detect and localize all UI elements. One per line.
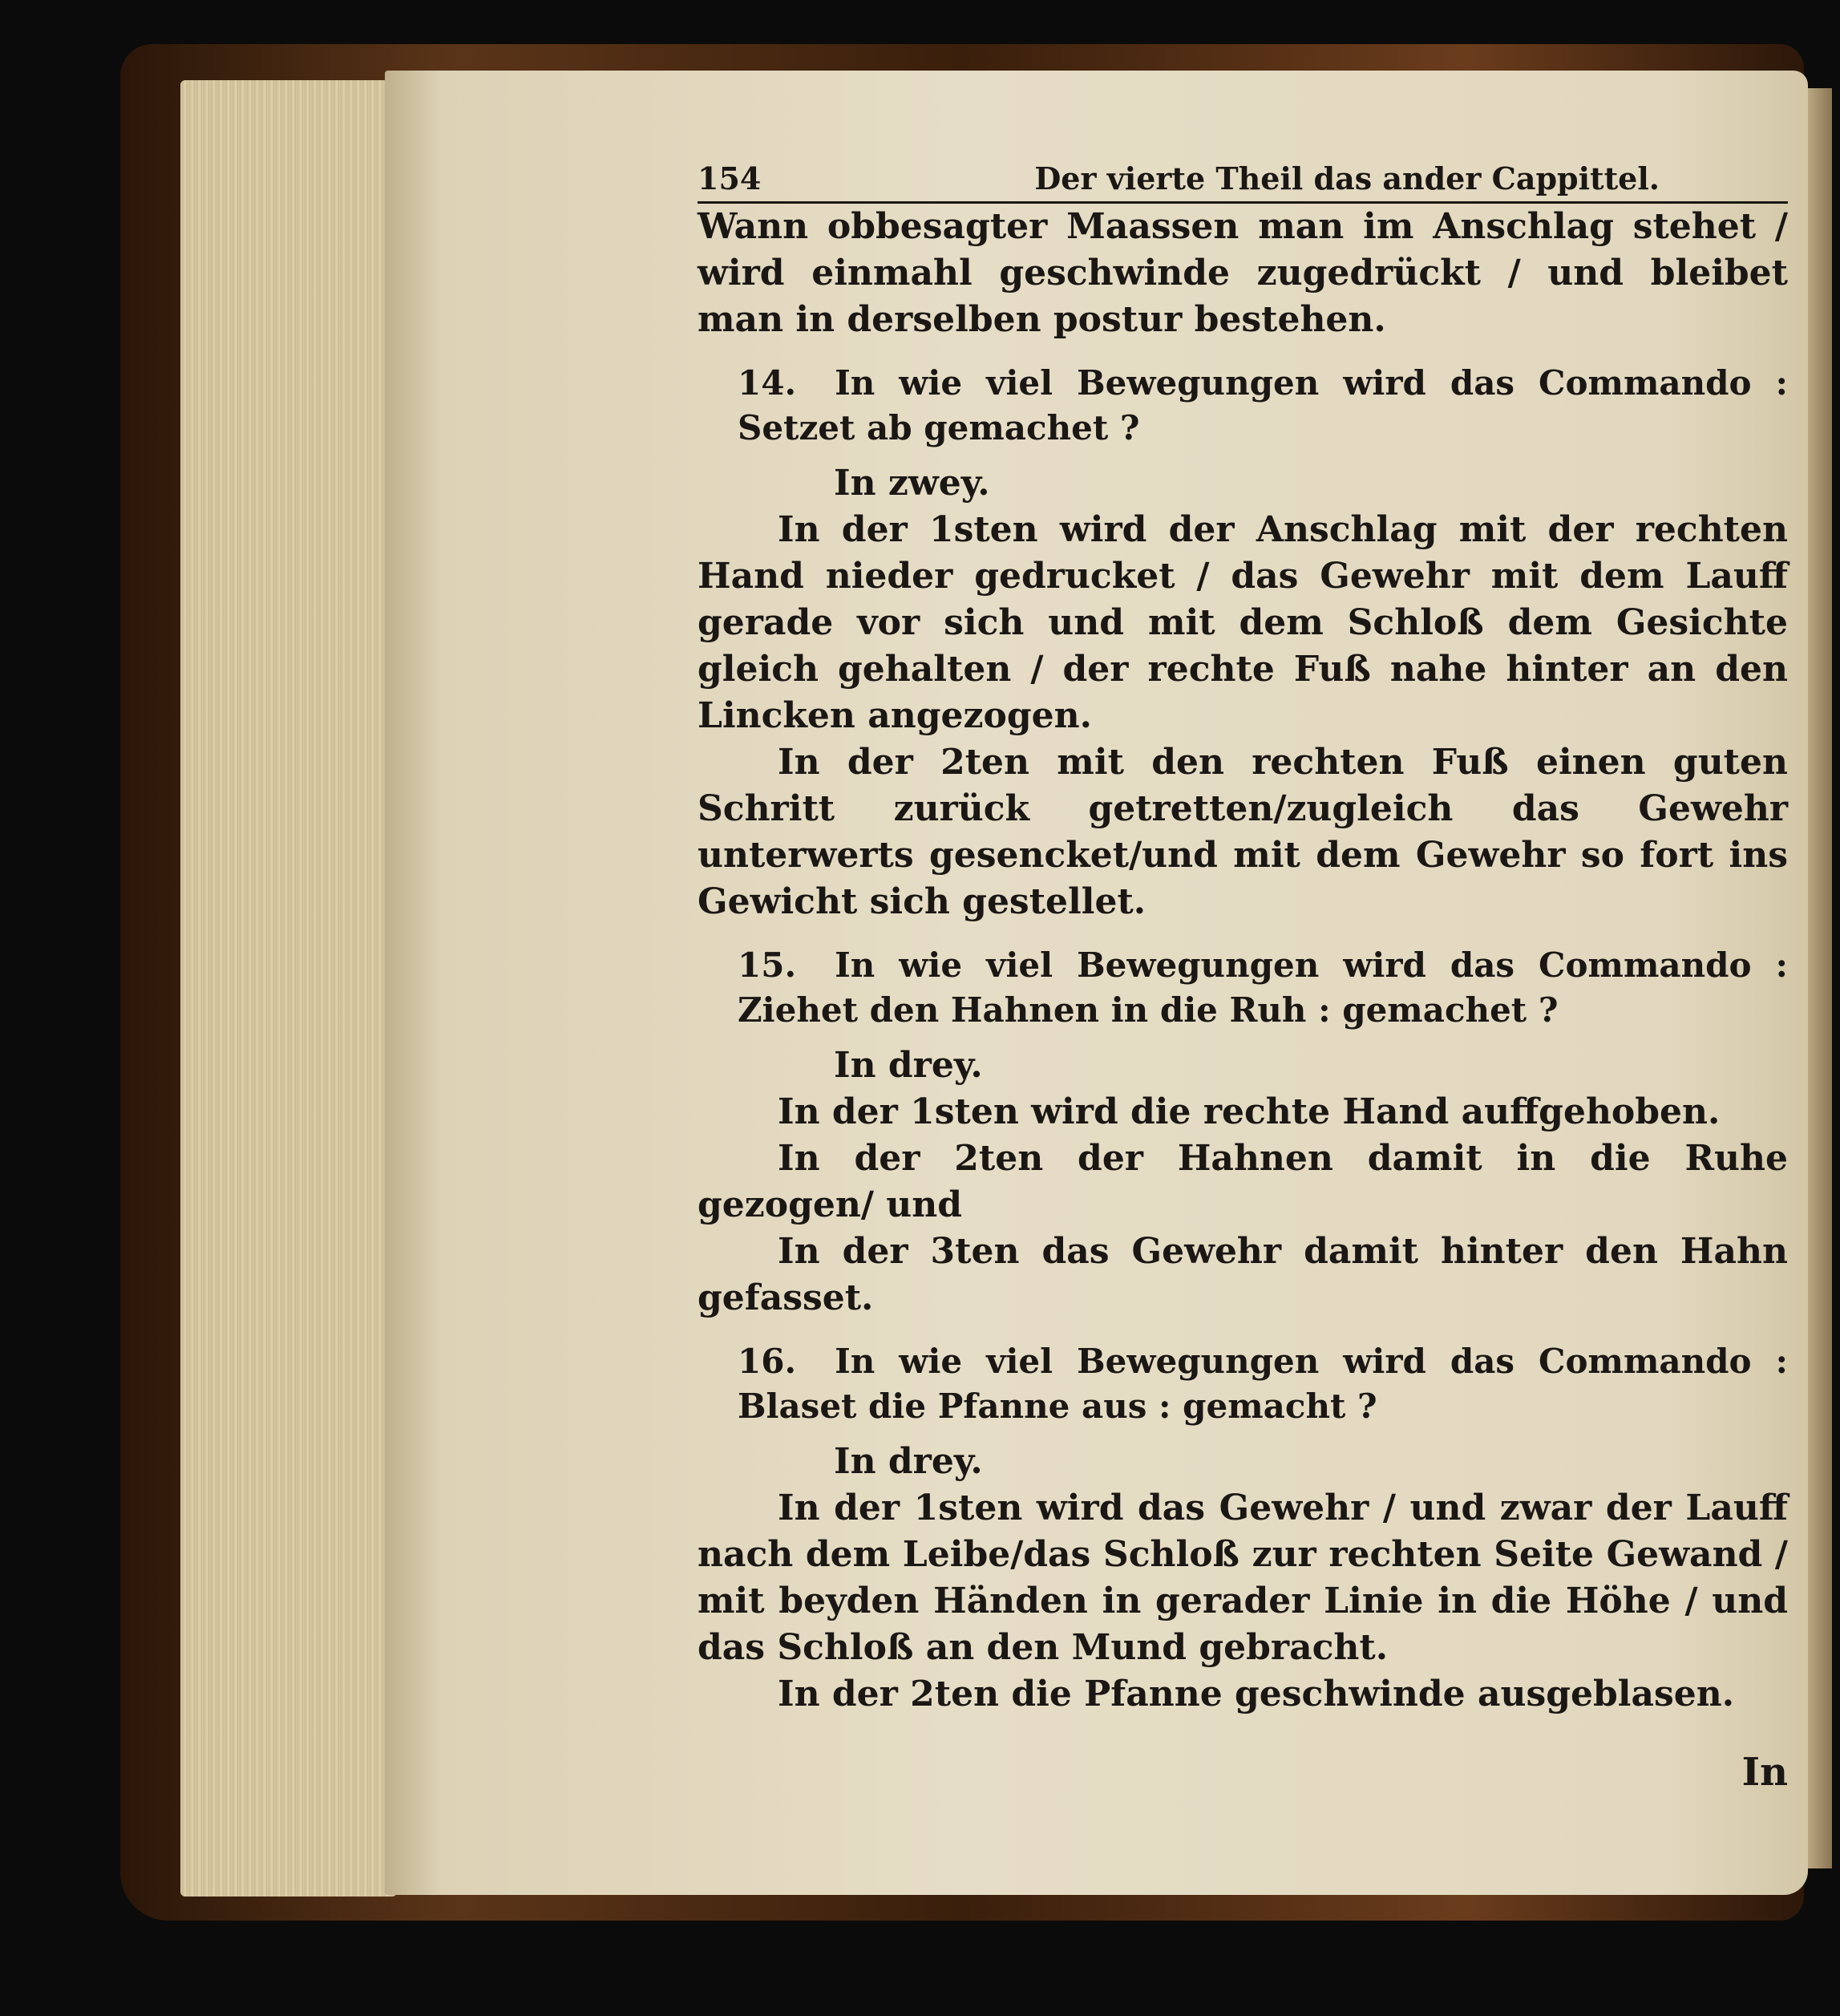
catchword: In: [1741, 1750, 1788, 1795]
page-edges: [180, 80, 397, 1897]
question-16: [698, 1339, 1788, 1429]
answer-step: In der 3ten das Gewehr damit hinter den Hahn gefasset.: [698, 1231, 1788, 1318]
question-text: In wie viel Bewegungen wird das Commando : Setzet ab gemachet ?: [738, 363, 1789, 447]
question-number: 14.: [738, 363, 797, 403]
answer-lead: In drey.: [834, 1045, 983, 1086]
running-header: [698, 160, 1788, 204]
answer-step: In der 1sten wird der Anschlag mit der rechten Hand nieder gedrucket / das Gewehr mit dem Lauff gerade vor sich und mit dem Schloß dem Gesichte gleich gehalten / der rechte Fuß nahe hinter an den Lincken angezogen.: [698, 509, 1788, 736]
answer-step: In der 2ten mit den rechten Fuß einen guten Schritt zurück getretten/zugleich das Gewehr unterwerts gesencket/und mit dem Gewehr so fort ins Gewicht sich gestellet.: [698, 742, 1788, 922]
answer-lead: In drey.: [834, 1441, 983, 1482]
question-number: 16.: [738, 1342, 797, 1381]
page-text: [698, 160, 1788, 1795]
question-14: [698, 361, 1788, 451]
page-number: 154: [698, 160, 762, 196]
answer-step: In der 1sten wird die rechte Hand auffgehoben.: [778, 1091, 1721, 1132]
answer-step: In der 2ten der Hahnen damit in die Ruhe gezogen/ und: [698, 1138, 1788, 1225]
question-text: In wie viel Bewegungen wird das Commando : Blaset die Pfanne aus : gemacht ?: [738, 1342, 1789, 1426]
running-title: Der vierte Theil das ander Cappittel.: [1034, 160, 1660, 196]
answer-step: In der 1sten wird das Gewehr / und zwar der Lauff nach dem Leibe/das Schloß zur rechten Seite Gewand / mit beyden Händen in gerader Linie in die Höhe / und das Schloß an den Mund gebracht.: [698, 1488, 1788, 1668]
intro-paragraph: Wann obbesagter Maassen man im Anschlag stehet / wird einmahl geschwinde zugedrückt / und bleibet man in derselben postur bestehen.: [698, 206, 1788, 340]
answer-step: In der 2ten die Pfanne geschwinde ausgeblasen.: [778, 1674, 1735, 1714]
question-text: In wie viel Bewegungen wird das Commando : Ziehet den Hahnen in die Ruh : gemachet ?: [738, 945, 1789, 1030]
answer-lead: In zwey.: [834, 463, 990, 504]
question-15: [698, 943, 1788, 1033]
facing-page-edge: [1808, 88, 1832, 1868]
question-number: 15.: [738, 945, 797, 985]
